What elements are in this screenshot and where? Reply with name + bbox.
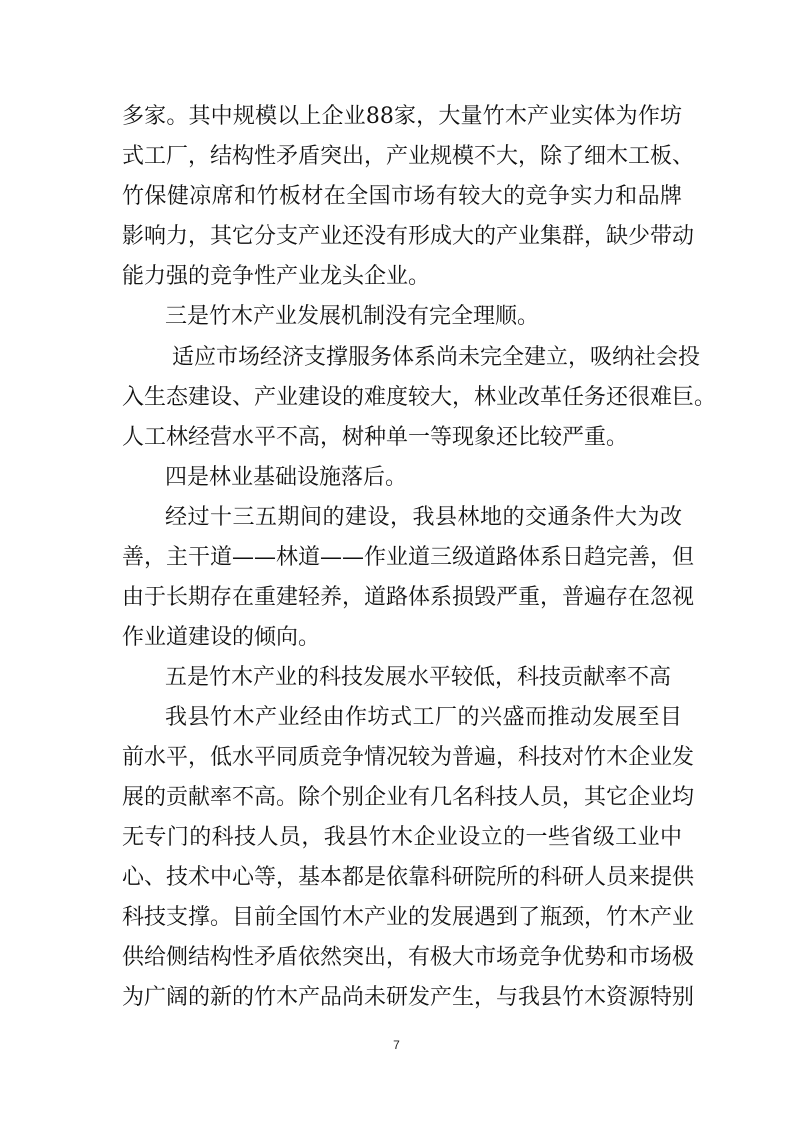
text-line: 展的贡献率不高。除个别企业有几名科技人员，其它企业均 (122, 785, 695, 810)
text-line: 人工林经营水平不高，树种单一等现象还比较严重。 (122, 425, 629, 450)
text-line: 我县竹木产业经由作坊式工厂的兴盛而推动发展至目 (165, 705, 682, 730)
section-heading: 三是竹木产业发展机制没有完全理顺。 (165, 304, 540, 329)
text-line: 多家。其中规模以上企业88家，大量竹木产业实体为作坊 (122, 104, 682, 129)
text-line: 竹保健凉席和竹板材在全国市场有较大的竞争实力和品牌 (122, 184, 682, 209)
text-line: 前水平，低水平同质竞争情况较为普遍，科技对竹木企业发 (122, 745, 695, 770)
text-line: 影响力，其它分支产业还没有形成大的产业集群，缺少带动 (122, 224, 695, 249)
text-line: 式工厂，结构性矛盾突出，产业规模不大，除了细木工板、 (122, 144, 695, 169)
text-line: 善，主干道——林道——作业道三级道路体系日趋完善，但 (122, 545, 695, 570)
text-line: 科技支撑。目前全国竹木产业的发展遇到了瓶颈，竹木产业 (122, 905, 695, 930)
text-line: 经过十三五期间的建设，我县林地的交通条件大为改 (165, 505, 682, 530)
section-heading: 四是林业基础设施落后。 (165, 465, 408, 490)
text-line: 能力强的竞争性产业龙头企业。 (122, 264, 431, 289)
page-number: 7 (393, 1038, 400, 1052)
text-line: 供给侧结构性矛盾依然突出，有极大市场竞争优势和市场极 (122, 945, 695, 970)
text-line: 为广阔的新的竹木产品尚未研发产生，与我县竹木资源特别 (122, 985, 695, 1010)
section-heading: 五是竹木产业的科技发展水平较低，科技贡献率不高 (165, 665, 672, 690)
text-line: 入生态建设、产业建设的难度较大，林业改革任务还很难巨。 (122, 385, 717, 410)
text-line: 心、技术中心等，基本都是依靠科研院所的科研人员来提供 (122, 865, 695, 890)
text-line: 由于长期存在重建轻养，道路体系损毁严重，普遍存在忽视 (122, 585, 695, 610)
text-line: 无专门的科技人员，我县竹木企业设立的一些省级工业中 (122, 825, 682, 850)
text-line: 作业道建设的倾向。 (122, 625, 321, 650)
text-line: 适应市场经济支撑服务体系尚未完全建立，吸纳社会投 (172, 345, 701, 370)
